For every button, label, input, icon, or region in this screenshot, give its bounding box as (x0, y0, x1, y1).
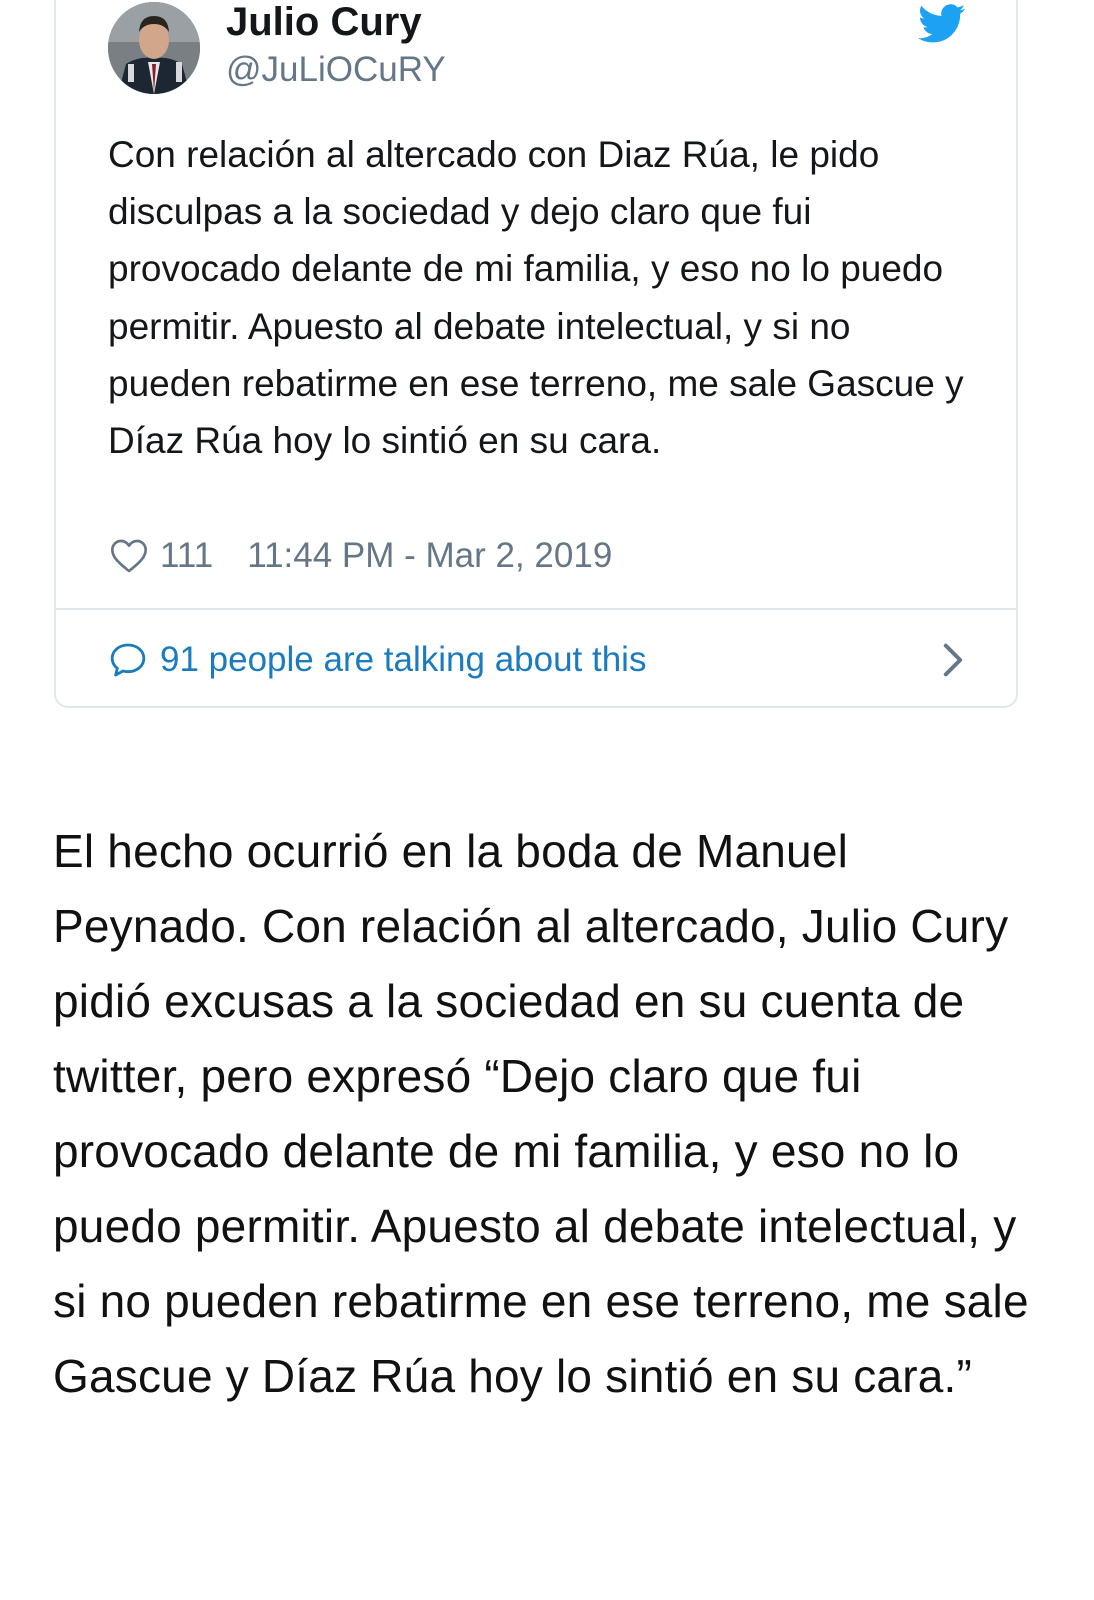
twitter-logo-icon[interactable] (918, 4, 966, 44)
heart-icon[interactable] (108, 536, 150, 576)
avatar[interactable] (108, 2, 200, 94)
tweet-author-handle[interactable]: @JuLiOCuRY (226, 50, 446, 89)
article-paragraph: El hecho ocurrió en la boda de Manuel Peynado. Con relación al altercado, Julio Cury pidió excusas a la sociedad en su cuenta de twitter, pero expresó “Dejo claro que fui provocado delante de mi familia, y eso no lo puedo permitir. Apuesto al debate intelectual, y si no pueden rebatirme en ese terreno, me sale Gascue y Díaz Rúa hoy lo sintió en su cara.” (53, 825, 1029, 1402)
like-count[interactable]: 111 (160, 536, 214, 575)
conversation-count-text[interactable]: 91 people are talking about this (160, 640, 647, 679)
card-divider (56, 608, 1016, 610)
tweet-author-name[interactable]: Julio Cury (226, 0, 422, 44)
tweet-timestamp[interactable]: 11:44 PM - Mar 2, 2019 (247, 536, 613, 575)
tweet-text: Con relación al altercado con Diaz Rúa, le pido disculpas a la sociedad y dejo claro que fui provocado delante de mi familia, y eso no lo puedo permitir. Apuesto al debate intelectual, y si no pueden rebatirme en ese terreno, me sale Gascue y Díaz Rúa hoy lo sintió en su cara. (108, 134, 964, 462)
chevron-right-icon[interactable] (940, 642, 966, 678)
embedded-tweet-card (54, 0, 1018, 708)
conversation-link[interactable] (108, 632, 966, 688)
speech-bubble-icon (108, 640, 148, 680)
tweet-meta (108, 534, 612, 578)
avatar-image (108, 2, 200, 94)
